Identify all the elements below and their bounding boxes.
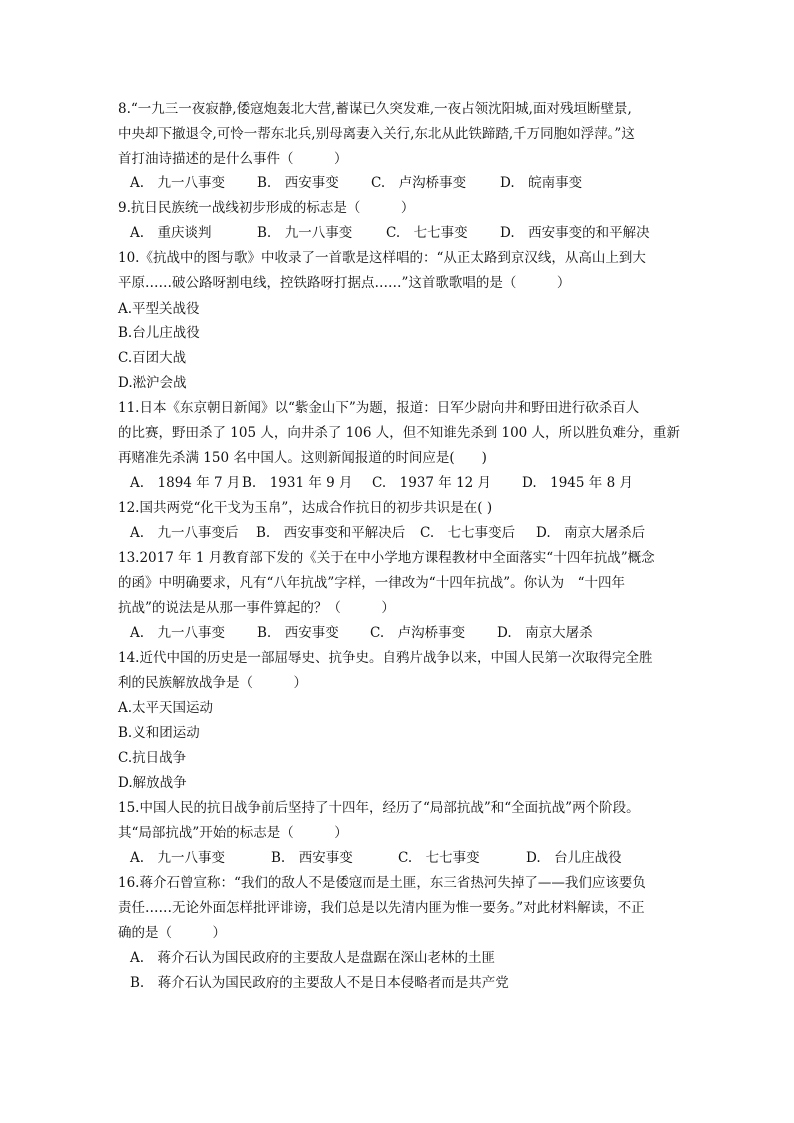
question-16-line-1: 16.蒋介石曾宣称：“我们的敌人不是倭寇而是土匪，东三省热河失掉了——我们应该要负 — [118, 875, 646, 891]
option-a: A. 重庆谈判 — [130, 225, 212, 241]
option-b: B. 西安事变 — [271, 850, 353, 866]
question-8-line-2: 中央却下撤退令,可怜一帮东北兵,别母离妻入关行,东北从此铁蹄踏,千万同胞如浮萍。”这 — [118, 126, 635, 142]
option-a: A. 蒋介石认为国民政府的主要敌人是盘踞在深山老林的土匪 — [130, 950, 496, 966]
option-b: B. 1931 年 9 月 — [242, 475, 353, 491]
question-13-line-3: 抗战”的说法是从那一事件算起的？（ ） — [118, 600, 395, 616]
option-c: C. 卢沟桥事变 — [370, 625, 466, 641]
option-c: C. 1937 年 12 月 — [372, 475, 492, 491]
question-11-line-3: 再赌准先杀满 150 名中国人。这则新闻报道的时间应是( ) — [118, 450, 487, 466]
question-16-line-3: 确的是（ ） — [118, 925, 226, 941]
question-15-line-1: 15.中国人民的抗日战争前后坚持了十四年，经历了“局部抗战”和“全面抗战”两个阶段。 — [118, 800, 640, 816]
question-10-option-d: D.淞沪会战 — [118, 375, 187, 391]
option-b: B. 西安事变 — [257, 625, 339, 641]
option-a: A. 九一八事变 — [130, 175, 226, 191]
option-c: C. 七七事变 — [398, 850, 480, 866]
question-16-line-2: 责任……无论外面怎样批评诽谤，我们总是以先清内匪为惟一要务。”对此材料解读，不正 — [118, 900, 645, 916]
question-14-option-c: C.抗日战争 — [118, 750, 187, 766]
question-11-line-1: 11.日本《东京朝日新闻》以“紫金山下”为题，报道：日军少尉向井和野田进行砍杀百人 — [118, 400, 640, 416]
question-13-line-1: 13.2017 年 1 月教育部下发的《关于在中小学地方课程教材中全面落实“十四年抗战”概念 — [118, 550, 655, 566]
option-d: D. 皖南事变 — [500, 175, 583, 191]
question-12-line-1: 12.国共两党“化干戈为玉帛”，达成合作抗日的初步共识是在( ) — [118, 500, 493, 516]
option-d: D. 1945 年 8 月 — [522, 475, 633, 491]
question-15-line-2: 其“局部抗战”开始的标志是（ ） — [118, 825, 348, 841]
option-d: D. 南京大屠杀后 — [536, 525, 646, 541]
option-b: B. 西安事变 — [257, 175, 339, 191]
question-11-line-2: 的比赛，野田杀了 105 人，向井杀了 106 人，但不知谁先杀到 100 人，所以胜负难分，重新 — [118, 425, 681, 441]
option-b: B. 蒋介石认为国民政府的主要敌人不是日本侵略者而是共产党 — [130, 975, 509, 991]
option-d: D. 南京大屠杀 — [497, 625, 593, 641]
question-10-line-1: 10.《抗战中的图与歌》中收录了一首歌是这样唱的：“从正太路到京汉线，从高山上到大 — [118, 250, 646, 266]
question-14-option-b: B.义和团运动 — [118, 725, 200, 741]
option-d: D. 台儿庄战役 — [526, 850, 622, 866]
option-a: A. 九一八事变 — [130, 850, 226, 866]
question-14-line-1: 14.近代中国的历史是一部屈辱史、抗争史。自鸦片战争以来，中国人民第一次取得完全胜 — [118, 650, 653, 666]
question-10-line-2: 平原……破公路呀割电线，控铁路呀打据点……”这首歌歌唱的是（ ） — [118, 275, 571, 291]
option-a: A. 1894 年 7 月 — [130, 475, 241, 491]
option-b: B. 西安事变和平解决后 — [256, 525, 406, 541]
question-14-line-2: 利的民族解放战争是（ ） — [118, 675, 307, 691]
question-14-option-a: A.太平天国运动 — [118, 700, 214, 716]
option-d: D. 西安事变的和平解决 — [500, 225, 650, 241]
option-c: C. 七七事变后 — [420, 525, 516, 541]
question-8-line-1: 8.“一九三一夜寂静,倭寇炮轰北大营,蓄谋已久突发难,一夜占领沈阳城,面对残垣断壁景, — [118, 101, 632, 117]
question-10-option-c: C.百团大战 — [118, 350, 187, 366]
option-a: A. 九一八事变 — [130, 625, 226, 641]
question-14-option-d: D.解放战争 — [118, 775, 187, 791]
option-c: C. 卢沟桥事变 — [371, 175, 467, 191]
question-8-line-3: 首打油诗描述的是什么事件（ ） — [118, 151, 348, 167]
option-a: A. 九一八事变后 — [130, 525, 239, 541]
option-c: C. 七七事变 — [386, 225, 468, 241]
question-10-option-b: B.台儿庄战役 — [118, 325, 200, 341]
question-10-option-a: A.平型关战役 — [118, 301, 200, 317]
question-9-line-1: 9.抗日民族统一战线初步形成的标志是（ ） — [118, 200, 415, 216]
question-13-line-2: 的函》中明确要求，凡有“八年抗战”字样，一律改为“十四年抗战”。你认为 “十四年 — [118, 575, 626, 591]
option-b: B. 九一八事变 — [257, 225, 353, 241]
